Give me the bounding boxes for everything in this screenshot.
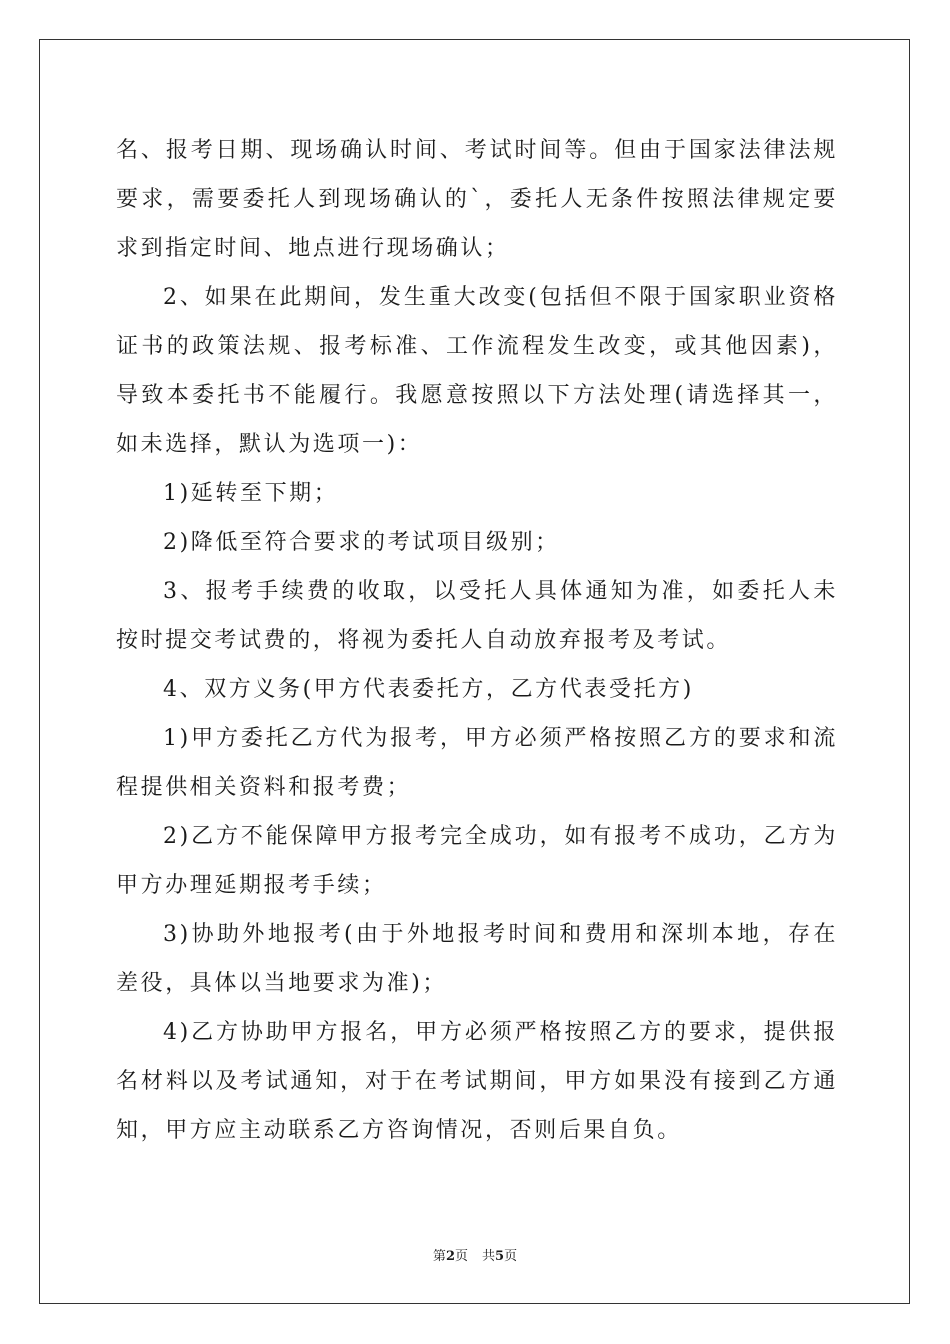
paragraph: 2)降低至符合要求的考试项目级别； (163, 530, 560, 555)
page-footer (0, 1249, 950, 1265)
paragraph: 4)乙方协助甲方报名，甲方必须严格按照乙方的要求，提供报名材料以及考试通知，对于在考试期间，甲方如果没有接到乙方通知，甲方应主动联系乙方咨询情况，否则后果自负。 (116, 1020, 838, 1143)
page-total-prefix: 共 (482, 1249, 496, 1264)
page-number-prefix: 第 (432, 1249, 446, 1264)
page-total-suffix: 页 (504, 1249, 518, 1264)
page-number-suffix: 页 (454, 1249, 468, 1264)
paragraph: 2、如果在此期间，发生重大改变(包括但不限于国家职业资格证书的政策法规、报考标准、工作流程发生改变，或其他因素)，导致本委托书不能履行。我愿意按照以下方法处理(请选择其一，如未选择，默认为选项一)： (116, 285, 838, 457)
page-number-current: 2 (445, 1249, 455, 1264)
paragraph: 1)甲方委托乙方代为报考，甲方必须严格按照乙方的要求和流程提供相关资料和报考费； (116, 726, 838, 800)
paragraph: 4、双方义务(甲方代表委托方，乙方代表受托方) (163, 677, 694, 702)
document-body (116, 126, 838, 1155)
paragraph: 1)延转至下期； (163, 481, 339, 506)
paragraph: 名、报考日期、现场确认时间、考试时间等。但由于国家法律法规要求，需要委托人到现场确认的`，委托人无条件按照法律规定要求到指定时间、地点进行现场确认； (116, 138, 838, 261)
paragraph: 3、报考手续费的收取，以受托人具体通知为准，如委托人未按时提交考试费的，将视为委托人自动放弃报考及考试。 (116, 579, 838, 653)
page-number-total: 5 (495, 1249, 505, 1264)
paragraph: 3)协助外地报考(由于外地报考时间和费用和深圳本地，存在差役，具体以当地要求为准)； (116, 922, 838, 996)
paragraph: 2)乙方不能保障甲方报考完全成功，如有报考不成功，乙方为甲方办理延期报考手续； (116, 824, 838, 898)
